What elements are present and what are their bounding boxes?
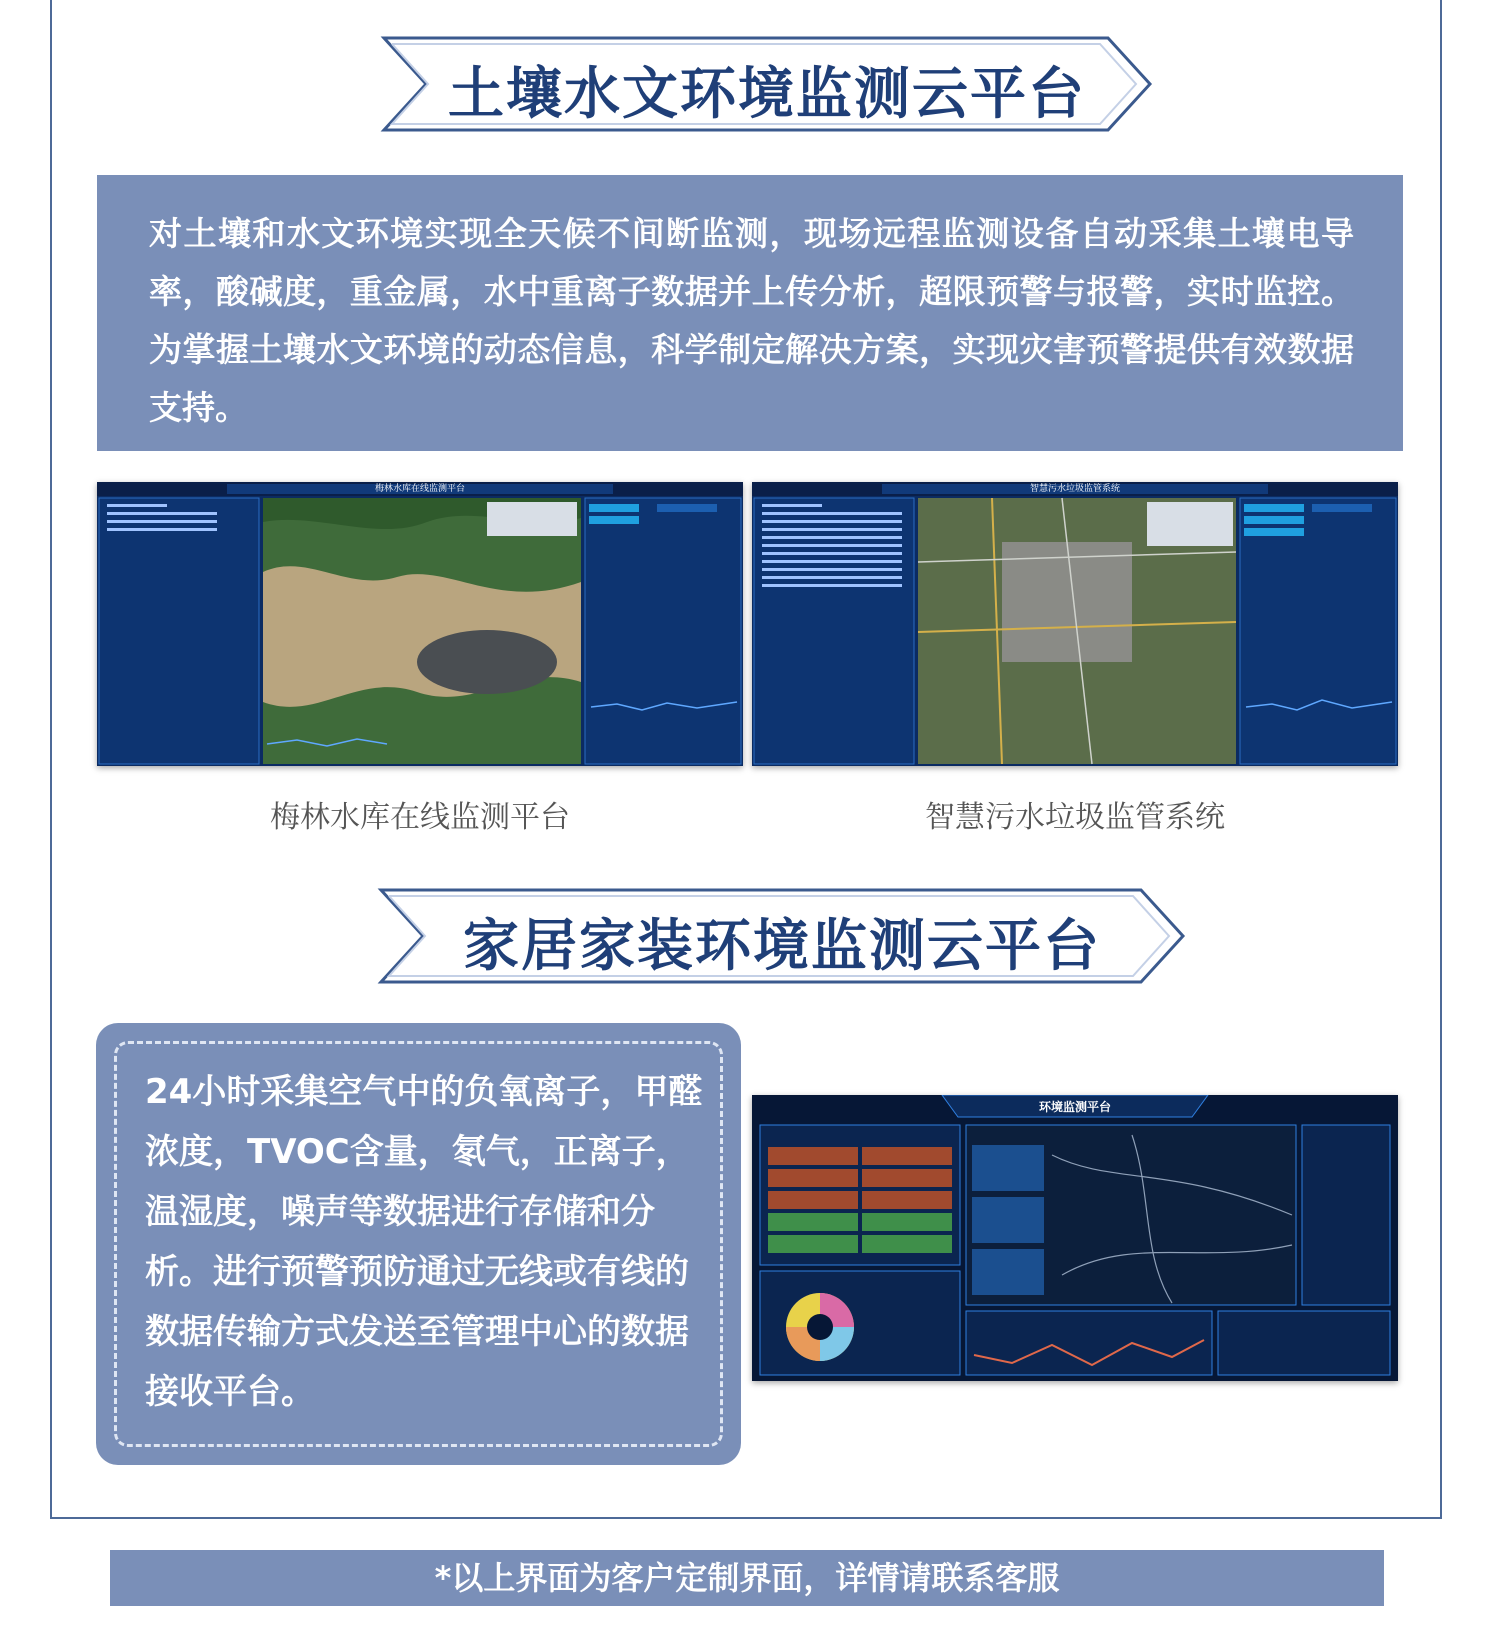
section1-description: 对土壤和水文环境实现全天候不间断监测，现场远程监测设备自动采集土壤电导率，酸碱度，重金属，水中重离子数据并上传分析，超限预警与报警，实时监控。为掌握土壤水文环境的动态信息，科学制定解决方案，实现灾害预警提供有效数据支持。	[149, 214, 1354, 427]
caption-meilin-reservoir: 梅林水库在线监测平台	[270, 800, 570, 835]
section1-title: 土壤水文环境监测云平台	[448, 62, 1086, 127]
footer-note: *以上界面为客户定制界面，详情请联系客服	[110, 1550, 1384, 1606]
section2-description: 24小时采集空气中的负氧离子，甲醛浓度，TVOC含量，氡气，正离子，温湿度，噪声等数据进行存储和分析。进行预警预防通过无线或有线的数据传输方式发送至管理中心的数据接收平台。	[145, 1072, 703, 1412]
dashed-border	[114, 1041, 723, 1447]
screenshot-meilin-header: 梅林水库在线监测平台	[374, 484, 465, 494]
section2-banner	[375, 886, 1189, 986]
section2-title: 家居家装环境监测云平台	[463, 914, 1101, 979]
screenshot-sewage-waste	[752, 482, 1398, 766]
section1-description-box	[97, 175, 1403, 451]
screenshot-meilin-reservoir	[97, 482, 743, 766]
section1-banner	[378, 34, 1156, 134]
screenshot-sewage-header: 智慧污水垃圾监管系统	[1029, 484, 1120, 494]
screenshot-environment-monitoring	[752, 1095, 1398, 1381]
screenshot-environment-header: 环境监测平台	[1038, 1100, 1111, 1114]
section2-description-box	[96, 1023, 741, 1465]
caption-sewage-waste: 智慧污水垃圾监管系统	[925, 800, 1225, 835]
